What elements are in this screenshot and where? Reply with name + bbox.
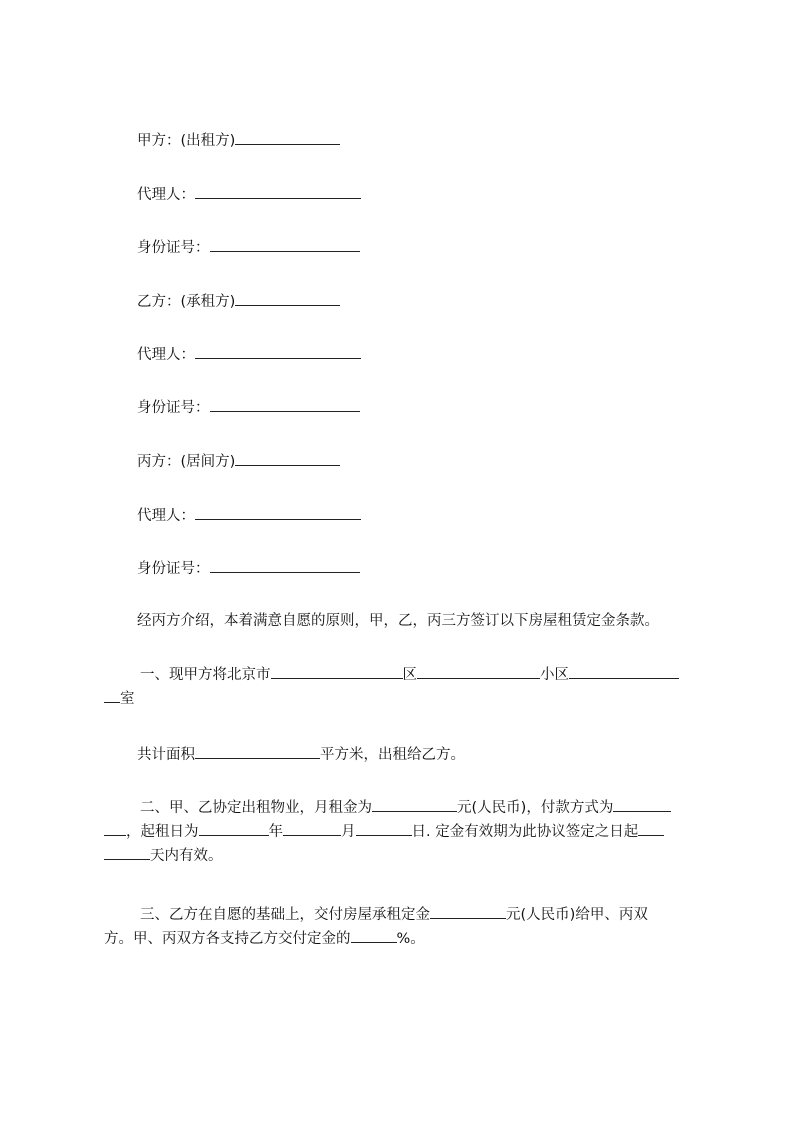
valid-days-blank-cont (104, 845, 150, 860)
valid-days-label: 天内有效。 (150, 848, 223, 864)
party-b-agent-label: 代理人： (137, 347, 195, 363)
party-c-line (137, 451, 340, 472)
party-c-blank (235, 451, 340, 466)
party-c-agent-label: 代理人： (137, 508, 195, 524)
community-label: 小区 (540, 667, 569, 683)
clause-2 (104, 796, 704, 868)
deposit-yuan-label: 元(人民币)给甲、丙双 (506, 907, 648, 923)
start-label: ，起租日为 (126, 824, 199, 840)
party-a-id-blank (210, 237, 360, 252)
rent-blank (372, 797, 457, 812)
percent-blank (351, 928, 397, 943)
month-label: 月 (341, 824, 356, 840)
community-blank (569, 664, 679, 679)
room-label: 室 (120, 691, 135, 707)
area-line (137, 744, 465, 765)
day-label: 日. 定金有效期为此协议签定之日起 (411, 824, 639, 840)
party-a-label: 甲方：(出租方) (137, 133, 236, 149)
payment-method-blank-cont (104, 821, 126, 836)
clause-2-prefix: 二、甲、乙协定出租物业，月租金为 (140, 800, 372, 816)
party-a-agent-label: 代理人： (137, 187, 195, 203)
area-suffix: 平方米，出租给乙方。 (320, 747, 465, 763)
party-a-agent-blank (195, 184, 361, 199)
year-label: 年 (268, 824, 283, 840)
party-a-agent-line (137, 184, 361, 205)
district-label: 区 (402, 667, 417, 683)
party-b-id-line (137, 397, 360, 418)
party-a-blank (235, 130, 340, 145)
party-c-id-blank (210, 558, 360, 573)
party-b-id-blank (210, 397, 360, 412)
party-c-id-line (137, 558, 360, 579)
room-blank (104, 688, 120, 703)
rent-yuan-label: 元(人民币)，付款方式为 (457, 800, 614, 816)
intro-paragraph: 经丙方介绍，本着满意自愿的原则，甲，乙，丙三方签订以下房屋租赁定金条款。 (137, 613, 659, 629)
party-b-line (137, 291, 340, 312)
year-blank (199, 821, 269, 836)
clause-3-line2: 方。甲、丙双方各支持乙方交付定金的 (104, 931, 351, 947)
party-c-agent-blank (195, 505, 361, 520)
party-c-id-label: 身份证号： (137, 561, 210, 577)
clause-3-prefix: 三、乙方在自愿的基础上，交付房屋承租定金 (140, 907, 430, 923)
area-prefix: 共计面积 (137, 747, 195, 763)
clause-1 (104, 663, 704, 711)
payment-method-blank (613, 797, 671, 812)
clause-1-prefix: 一、现甲方将北京市 (140, 667, 271, 683)
party-b-agent-line (137, 344, 361, 365)
city-blank (271, 664, 403, 679)
party-b-agent-blank (195, 344, 361, 359)
deposit-blank (430, 904, 506, 919)
valid-days-blank (638, 821, 664, 836)
area-blank (195, 744, 320, 759)
party-c-label: 丙方：(居间方) (137, 454, 236, 470)
month-blank (283, 821, 341, 836)
clause-3 (104, 903, 704, 951)
party-c-agent-line (137, 505, 361, 526)
party-a-id-line (137, 237, 360, 258)
percent-label: %。 (396, 931, 425, 947)
party-b-id-label: 身份证号： (137, 400, 210, 416)
district-blank (417, 664, 540, 679)
day-blank (356, 821, 412, 836)
party-a-line (137, 130, 340, 151)
party-b-blank (235, 291, 340, 306)
party-b-label: 乙方：(承租方) (137, 294, 236, 310)
party-a-id-label: 身份证号： (137, 240, 210, 256)
